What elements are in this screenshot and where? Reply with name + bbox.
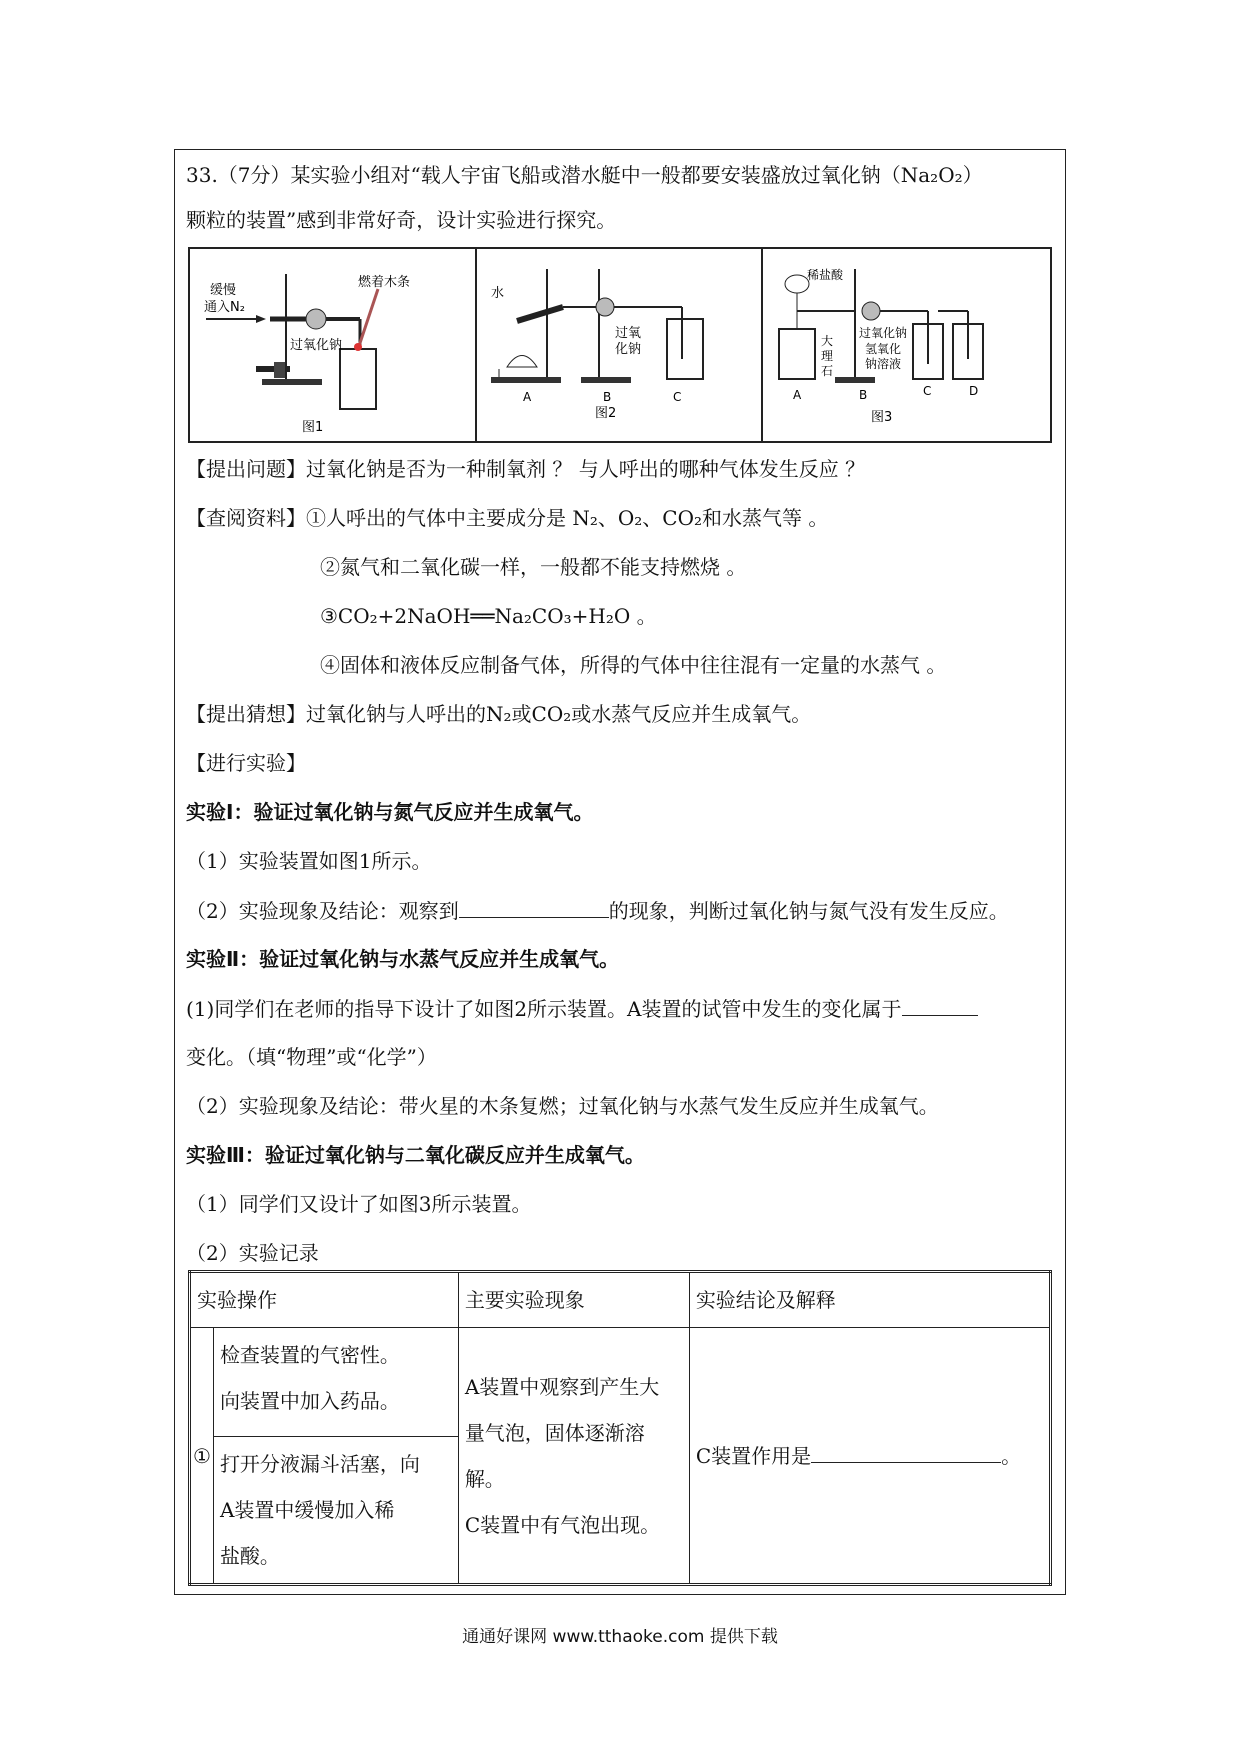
fig1-n2-label-b: 通入N₂ [204, 300, 245, 315]
table-row [190, 1328, 1051, 1437]
hypothesis: 【提出猜想】过氧化钠与人呼出的N₂或CO₂或水蒸气反应并生成氧气。 [186, 702, 812, 726]
row-number: ① [190, 1328, 214, 1585]
table-header-cell: 主要实验现象 [458, 1272, 689, 1328]
exp3-step-1: （1）同学们又设计了如图3所示装置。 [186, 1192, 532, 1216]
fig3-caption: 图3 [871, 410, 893, 425]
answer-blank-2[interactable] [902, 993, 978, 1016]
fig3-hcl-label: 稀盐酸 [807, 268, 844, 282]
operation-line: 盐酸。 [219, 1544, 280, 1568]
phenomenon-line: 量气泡，固体逐渐溶解。 [464, 1420, 645, 1491]
exp1-step-2 [186, 895, 1009, 926]
fig3-marble-label-c: 石 [821, 364, 834, 378]
question-line-1: 33.（7分）某实验小组对“载人宇宙飞船或潜水艇中一般都要安装盛放过氧化钠（Na₂O₂） [186, 163, 983, 187]
table-header-row [190, 1272, 1051, 1328]
info-item-2: ②氮气和二氧化碳一样，一般都不能支持燃烧 。 [320, 555, 747, 579]
operation-line: A装置中缓慢加入稀 [219, 1498, 395, 1522]
fig3-naoh-label-a: 氢氧化 [865, 342, 902, 356]
exp1-step-1: （1）实验装置如图1所示。 [186, 849, 432, 873]
fig3-marble-label-a: 大 [821, 334, 834, 348]
fig2-caption: 图2 [595, 406, 617, 421]
exp1-step-2-suffix: 的现象，判断过氧化钠与氮气没有发生反应。 [608, 899, 1009, 923]
figure-2-diagram [477, 249, 761, 441]
exp3-title: 实验Ⅲ：验证过氧化钠与二氧化碳反应并生成氧气。 [186, 1143, 645, 1167]
table-header-cell: 实验结论及解释 [689, 1272, 1050, 1328]
operation-cell [213, 1437, 458, 1585]
answer-blank-1[interactable] [459, 895, 609, 918]
question-line-2: 颗粒的装置”感到非常好奇，设计实验进行探究。 [186, 208, 617, 232]
fig3-label-c: C [923, 384, 932, 398]
apparatus-figures [188, 247, 1052, 443]
operation-cell [213, 1328, 458, 1437]
fig3-naoh-label-b: 钠溶液 [865, 357, 902, 371]
fig3-label-a: A [793, 388, 802, 402]
fig1-caption: 图1 [302, 420, 324, 435]
phenomenon-cell [458, 1328, 689, 1585]
info-heading: 【查阅资料】①人呼出的气体中主要成分是 N₂、O₂、CO₂和水蒸气等 。 [186, 506, 829, 530]
fig1-n2-label: 缓慢 [210, 283, 237, 298]
question-raise: 【提出问题】过氧化钠是否为一种制氧剂 ？ 与人呼出的哪种气体发生反应 ？ [186, 457, 866, 481]
phenomenon-line: C装置中有气泡出现。 [464, 1512, 661, 1537]
page-footer: 通通好课网 www.tthaoke.com 提供下载 [462, 1627, 778, 1647]
exp1-title: 实验Ⅰ：验证过氧化钠与氮气反应并生成氧气。 [186, 800, 594, 824]
figure-3-diagram [763, 249, 1047, 441]
fig2-na2o2-label-b: 化钠 [615, 342, 642, 357]
fig2-na2o2-label-a: 过氧 [615, 326, 642, 341]
fig3-label-b: B [859, 388, 868, 402]
fig2-water-label: 水 [491, 286, 505, 301]
fig1-na2o2-label: 过氧化钠 [290, 338, 343, 353]
exp2-title: 实验Ⅱ：验证过氧化钠与水蒸气反应并生成氧气。 [186, 947, 620, 971]
fig2-label-a: A [523, 390, 532, 404]
fig3-na2o2-label: 过氧化钠 [859, 326, 908, 340]
info-item-3: ③CO₂+2NaOH══Na₂CO₃+H₂O 。 [320, 604, 657, 628]
exp2-step-2: （2）实验现象及结论：带火星的木条复燃；过氧化钠与水蒸气发生反应并生成氧气。 [186, 1094, 939, 1118]
exp2-step-1-text: (1)同学们在老师的指导下设计了如图2所示装置。A装置的试管中发生的变化属于 [186, 997, 902, 1021]
fig3-marble-label-b: 理 [821, 349, 834, 363]
fig3-label-d: D [969, 384, 979, 398]
fig2-label-b: B [603, 390, 612, 404]
info-item-4: ④固体和液体反应制备气体，所得的气体中往往混有一定量的水蒸气 。 [320, 653, 947, 677]
fig2-label-c: C [673, 390, 682, 404]
figure-1-diagram [190, 249, 474, 441]
table-header-cell: 实验操作 [190, 1272, 459, 1328]
answer-blank-3[interactable] [811, 1440, 1001, 1463]
exp1-step-2-prefix: （2）实验现象及结论：观察到 [186, 899, 459, 923]
exp2-step-1 [186, 993, 978, 1024]
exp3-step-2: （2）实验记录 [186, 1241, 319, 1265]
operation-line: 向装置中加入药品。 [219, 1389, 400, 1413]
experiment-record-table [188, 1270, 1052, 1586]
conclusion-cell [689, 1328, 1050, 1585]
conclusion-text: C装置作用是 [695, 1443, 812, 1468]
operation-line: 检查装置的气密性。 [219, 1343, 400, 1367]
exp2-step-1-cont: 变化。（填“物理”或“化学”） [186, 1045, 437, 1069]
operation-line: 打开分液漏斗活塞，向 [219, 1452, 420, 1476]
experiment-heading: 【进行实验】 [186, 751, 306, 775]
fig1-stick-label: 燃着木条 [358, 275, 411, 290]
conclusion-end: 。 [1001, 1443, 1022, 1468]
phenomenon-line: A装置中观察到产生大 [464, 1374, 660, 1399]
